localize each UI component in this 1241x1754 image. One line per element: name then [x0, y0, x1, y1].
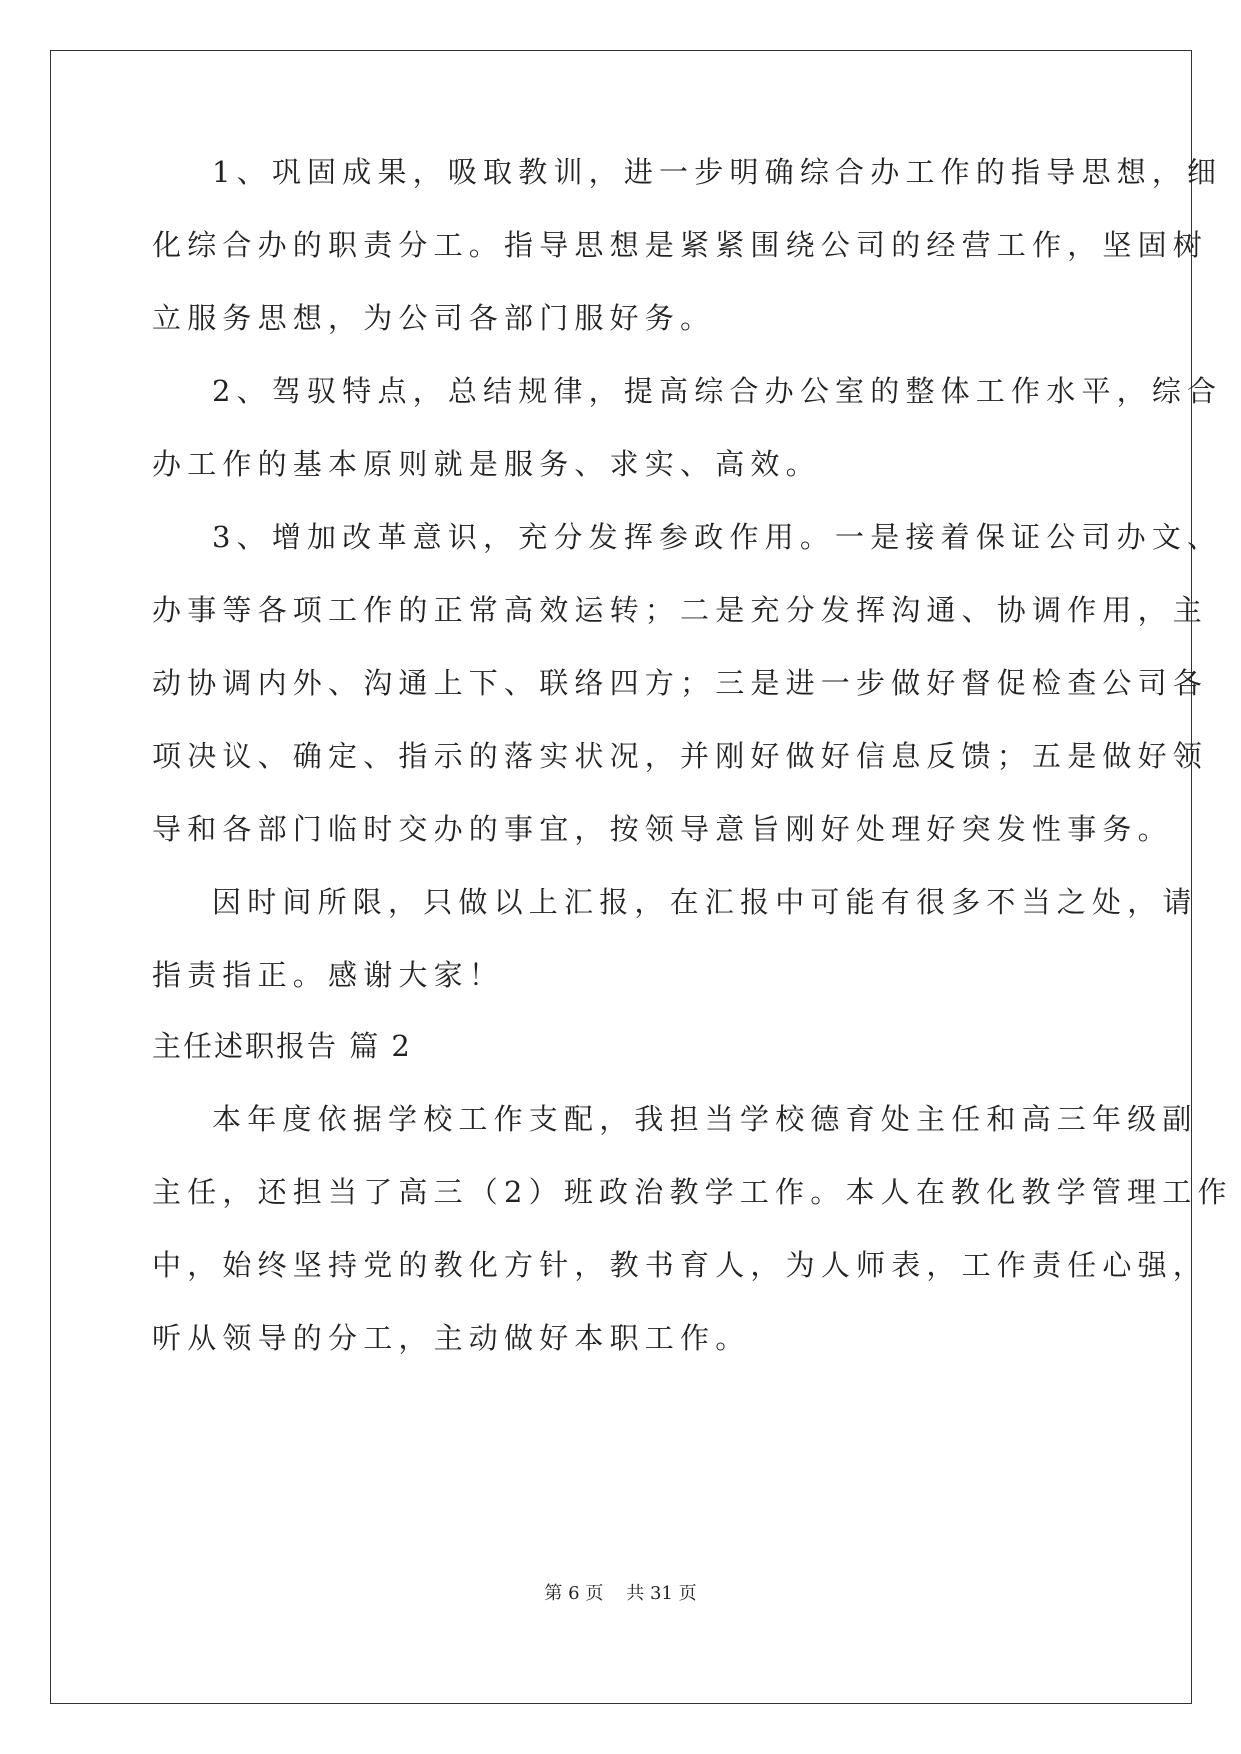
section-heading: 主任述职报告 篇 2 [152, 1029, 412, 1063]
paragraph-line: 本年度依据学校工作支配，我担当学校德育处主任和高三年级副 [212, 1102, 1198, 1136]
paragraph-line: 动协调内外、沟通上下、联络四方；三是进一步做好督促检查公司各 [152, 666, 1209, 700]
page-footer [0, 1582, 1241, 1606]
paragraph-line: 办工作的基本原则就是服务、求实、高效。 [152, 447, 821, 481]
paragraph-line: 指责指正。感谢大家！ [152, 958, 505, 992]
paragraph-line: 立服务思想，为公司各部门服好务。 [152, 301, 716, 335]
paragraph-line: 中，始终坚持党的教化方针，教书育人，为人师表，工作责任心强， [152, 1248, 1209, 1282]
paragraph-line: 主任，还担当了高三（2）班政治教学工作。本人在教化教学管理工作 [152, 1175, 1233, 1209]
page-total: 共 31 页 [626, 1583, 697, 1604]
paragraph-line: 因时间所限，只做以上汇报，在汇报中可能有很多不当之处，请 [212, 885, 1198, 919]
paragraph-line: 化综合办的职责分工。指导思想是紧紧围绕公司的经营工作，坚固树 [152, 228, 1209, 262]
paragraph-line: 导和各部门临时交办的事宜，按领导意旨刚好处理好突发性事务。 [152, 812, 1173, 846]
page-number: 第 6 页 [544, 1583, 604, 1604]
paragraph-line: 办事等各项工作的正常高效运转；二是充分发挥沟通、协调作用，主 [152, 593, 1209, 627]
paragraph-line: 项决议、确定、指示的落实状况，并刚好做好信息反馈；五是做好领 [152, 739, 1209, 773]
paragraph-line: 听从领导的分工，主动做好本职工作。 [152, 1321, 751, 1355]
paragraph-line: 1、巩固成果，吸取教训，进一步明确综合办工作的指导思想，细 [212, 155, 1223, 189]
paragraph-line: 2、驾驭特点，总结规律，提高综合办公室的整体工作水平，综合 [212, 374, 1223, 408]
paragraph-line: 3、增加改革意识，充分发挥参政作用。一是接着保证公司办文、 [212, 520, 1223, 554]
